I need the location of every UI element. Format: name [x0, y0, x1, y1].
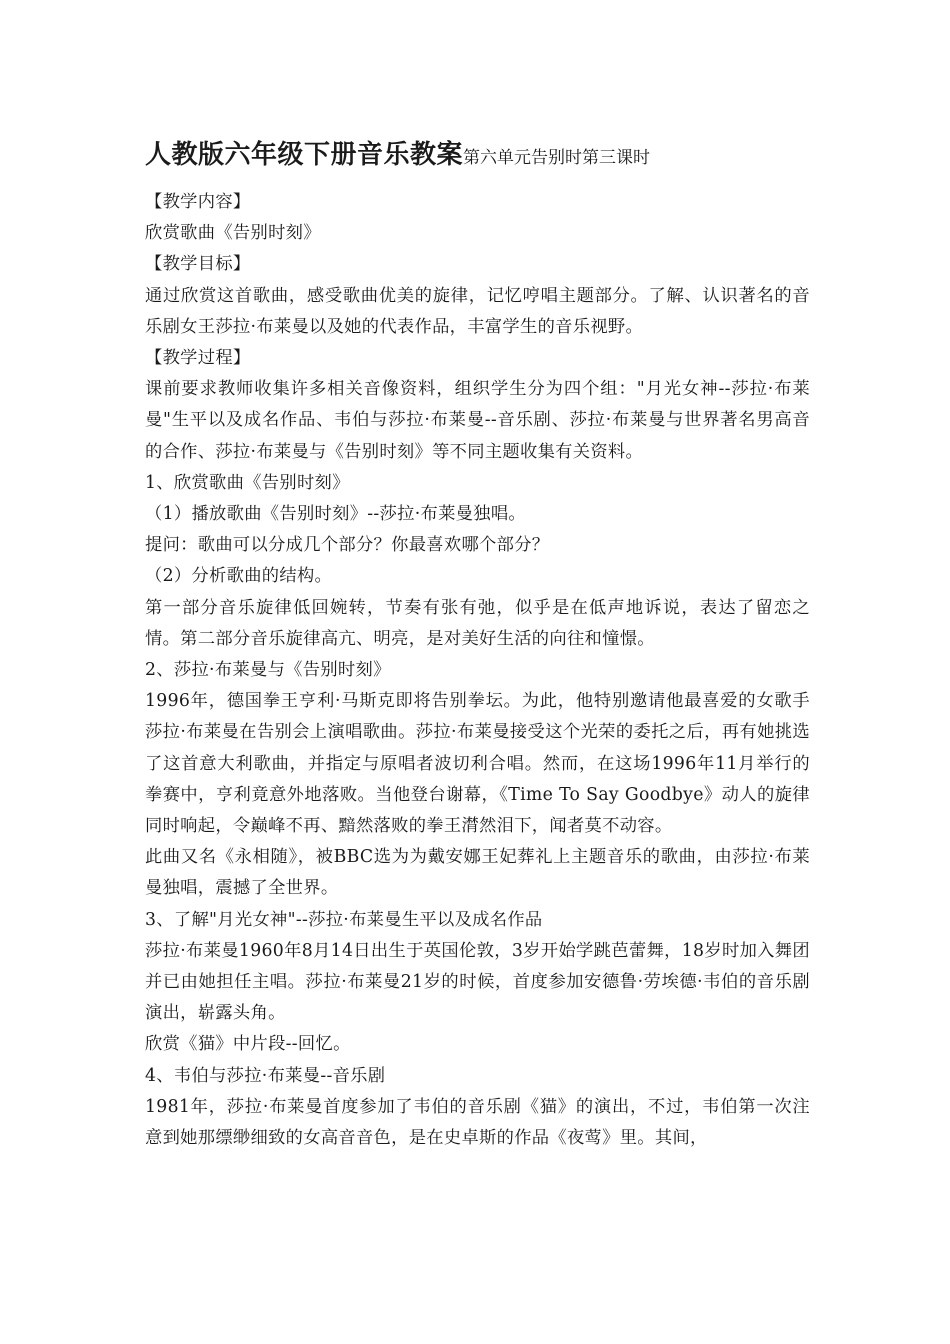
section-heading-content: 【教学内容】 [145, 192, 251, 212]
paragraph: 此曲又名《永相随》，被BBC选为为戴安娜王妃葬礼上主题音乐的歌曲，由莎拉·布莱曼独唱，震撼了全世界。 [145, 847, 810, 899]
step-heading: 1、欣赏歌曲《告别时刻》 [145, 472, 350, 493]
paragraph: 课前要求教师收集许多相关音像资料，组织学生分为四个组："月光女神--莎拉·布莱曼"生平以及成名作品、韦伯与莎拉·布莱曼--音乐剧、莎拉·布莱曼与世界著名男高音的合作、莎拉·布莱曼与《告别时刻》等不同主题收集有关资料。 [145, 379, 810, 462]
paragraph: 通过欣赏这首歌曲，感受歌曲优美的旋律，记忆哼唱主题部分。了解、认识著名的音乐剧女王莎拉·布莱曼以及她的代表作品，丰富学生的音乐视野。 [145, 285, 810, 337]
paragraph: （2）分析歌曲的结构。 [145, 566, 333, 587]
paragraph: （1）播放歌曲《告别时刻》--莎拉·布莱曼独唱。 [145, 504, 526, 525]
paragraph: 1996年，德国拳王亨利·马斯克即将告别拳坛。为此，他特别邀请他最喜爱的女歌手莎拉·布莱曼在告别会上演唱歌曲。莎拉·布莱曼接受这个光荣的委托之后，再有她挑选了这首意大利歌曲，并指定与原唱者波切利合唱。然而，在这场1996年11月举行的拳赛中，亨利竟意外地落败。当他登台谢幕，《Time To Say Goodbye》动人的旋律同时响起，令巅峰不再、黯然落败的拳王潸然泪下，闻者莫不动容。 [145, 691, 810, 837]
document-page [145, 135, 810, 1154]
title-main: 人教版六年级下册音乐教案 [145, 140, 464, 170]
paragraph: 1981年，莎拉·布莱曼首度参加了韦伯的音乐剧《猫》的演出，不过，韦伯第一次注意到她那缥缈细致的女高音音色，是在史卓斯的作品《夜莺》里。其间， [145, 1096, 810, 1149]
paragraph: 第一部分音乐旋律低回婉转，节奏有张有弛，似乎是在低声地诉说，表达了留恋之情。第二部分音乐旋律高亢、明亮，是对美好生活的向往和憧憬。 [145, 597, 810, 649]
section-heading-goals: 【教学目标】 [145, 254, 251, 275]
paragraph: 莎拉·布莱曼1960年8月14日出生于英国伦敦，3岁开始学跳芭蕾舞，18岁时加入舞团并已由她担任主唱。莎拉·布莱曼21岁的时候，首度参加安德鲁·劳埃德·韦伯的音乐剧演出，崭露头角。 [145, 940, 810, 1024]
step-heading: 3、了解"月光女神"--莎拉·布莱曼生平以及成名作品 [145, 909, 543, 930]
document-title [145, 135, 810, 178]
step-heading: 2、莎拉·布莱曼与《告别时刻》 [145, 660, 391, 681]
section-heading-process: 【教学过程】 [145, 348, 251, 369]
paragraph: 欣赏《猫》中片段--回忆。 [145, 1034, 351, 1055]
step-heading: 4、韦伯与莎拉·布莱曼--音乐剧 [145, 1065, 386, 1086]
paragraph: 欣赏歌曲《告别时刻》 [145, 223, 321, 244]
title-subtitle: 第六单元告别时第三课时 [463, 148, 651, 168]
paragraph: 提问：歌曲可以分成几个部分？你最喜欢哪个部分？ [145, 535, 550, 556]
